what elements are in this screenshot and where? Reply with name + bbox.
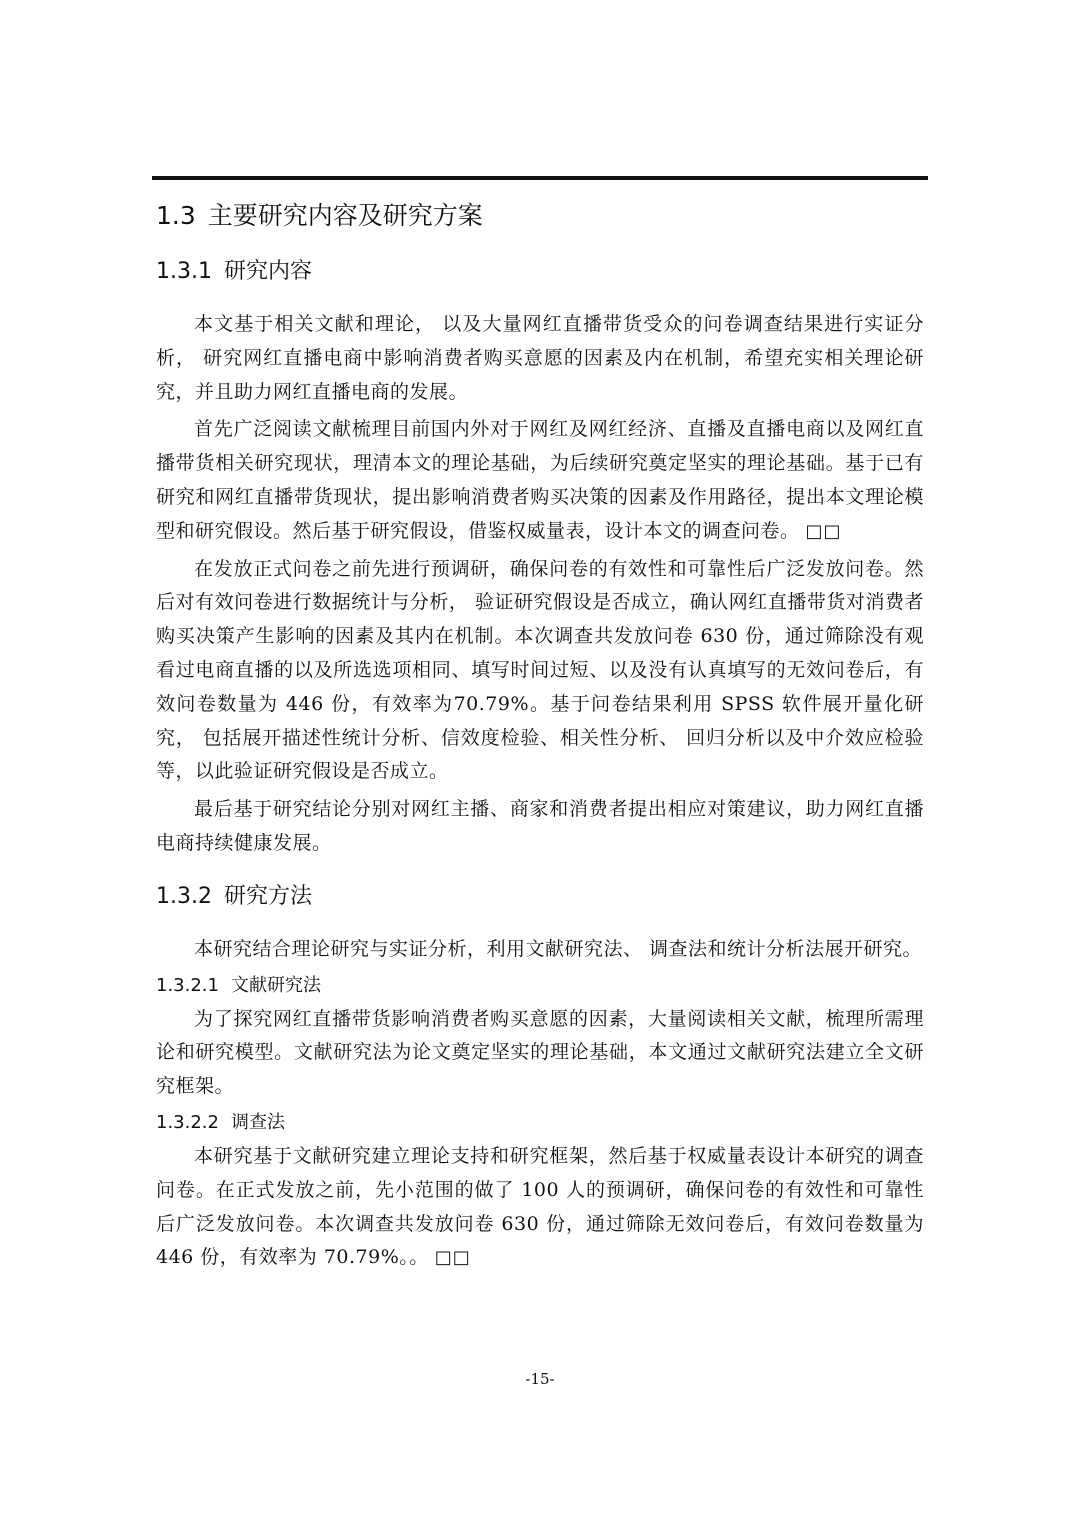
- section-title: 文献研究法: [230, 974, 321, 996]
- header-rule: [152, 176, 928, 180]
- page-number: -15-: [525, 1370, 555, 1388]
- section-title: 研究内容: [223, 259, 312, 284]
- section-heading-1-3-2: [156, 879, 924, 915]
- page-content: [156, 196, 924, 1279]
- missing-glyph-boxes: □□: [434, 1247, 471, 1269]
- section-number: 1.3.2.2: [156, 1111, 219, 1133]
- paragraph-text: 本研究结合理论研究与实证分析，利用文献研究法、 调查法和统计分析法展开研究。: [194, 937, 923, 960]
- paragraph-text: 本研究基于文献研究建立理论支持和研究框架，然后基于权威量表设计本研究的调查问卷。在正式发放之前，先小范围的做了 100 人的预调研，确保问卷的有效性和可靠性后广泛发放问卷。本次调查共发放问卷 630 份，通过筛除无效问卷后，有效问卷数量为 446 份，有效率为 70.79%。。: [156, 1144, 924, 1269]
- section-number: 1.3.1: [156, 259, 212, 284]
- section-heading-1-3: [156, 196, 924, 236]
- section-number: 1.3.2.1: [156, 974, 219, 996]
- paragraph-text: 为了探究网红直播带货影响消费者购买意愿的因素，大量阅读相关文献，梳理所需理论和研究模型。文献研究法为论文奠定坚实的理论基础，本文通过文献研究法建立全文研究框架。: [156, 1007, 924, 1098]
- section-heading-1-3-2-1: [156, 971, 924, 1001]
- paragraph: [156, 793, 924, 861]
- paragraph: [156, 1003, 924, 1104]
- section-title: 调查法: [230, 1111, 285, 1133]
- paragraph: [156, 308, 924, 409]
- section-heading-1-3-1: [156, 254, 924, 290]
- paragraph-text: 首先广泛阅读文献梳理目前国内外对于网红及网红经济、直播及直播电商以及网红直播带货相关研究现状，理清本文的理论基础，为后续研究奠定坚实的理论基础。基于已有研究和网红直播带货现状，提出影响消费者购买决策的因素及作用路径，提出本文理论模型和研究假设。然后基于研究假设，借鉴权威量表，设计本文的调查问卷。: [156, 418, 924, 542]
- paragraph-text: 本文基于相关文献和理论， 以及大量网红直播带货受众的问卷调查结果进行实证分析， 研究网红直播电商中影响消费者购买意愿的因素及内在机制，希望充实相关理论研究，并且助力网红直播电商的发展。: [156, 313, 924, 403]
- section-heading-1-3-2-2: [156, 1108, 924, 1138]
- paragraph: [156, 553, 924, 790]
- paragraph-text: 最后基于研究结论分别对网红主播、商家和消费者提出相应对策建议，助力网红直播电商持续健康发展。: [156, 798, 924, 854]
- paragraph: [156, 1140, 924, 1275]
- paragraph: [156, 933, 924, 967]
- section-title: 研究方法: [223, 883, 312, 909]
- missing-glyph-boxes: □□: [805, 520, 842, 542]
- section-number: 1.3: [156, 201, 196, 230]
- paragraph: [156, 413, 924, 548]
- section-title: 主要研究内容及研究方案: [207, 201, 483, 230]
- section-number: 1.3.2: [156, 883, 212, 909]
- paragraph-text: 在发放正式问卷之前先进行预调研，确保问卷的有效性和可靠性后广泛发放问卷。然后对有效问卷进行数据统计与分析， 验证研究假设是否成立，确认网红直播带货对消费者购买决策产生影响的因素及其内在机制。本次调查共发放问卷 630 份，通过筛除没有观看过电商直播的以及所选选项相同、填写时间过短、以及没有认真填写的无效问卷后，有效问卷数量为 446 份，有效率为70.79%。基于问卷结果利用 SPSS 软件展开量化研究， 包括展开描述性统计分析、信效度检验、相关性分析、 回归分析以及中介效应检验等，以此验证研究假设是否成立。: [156, 557, 924, 783]
